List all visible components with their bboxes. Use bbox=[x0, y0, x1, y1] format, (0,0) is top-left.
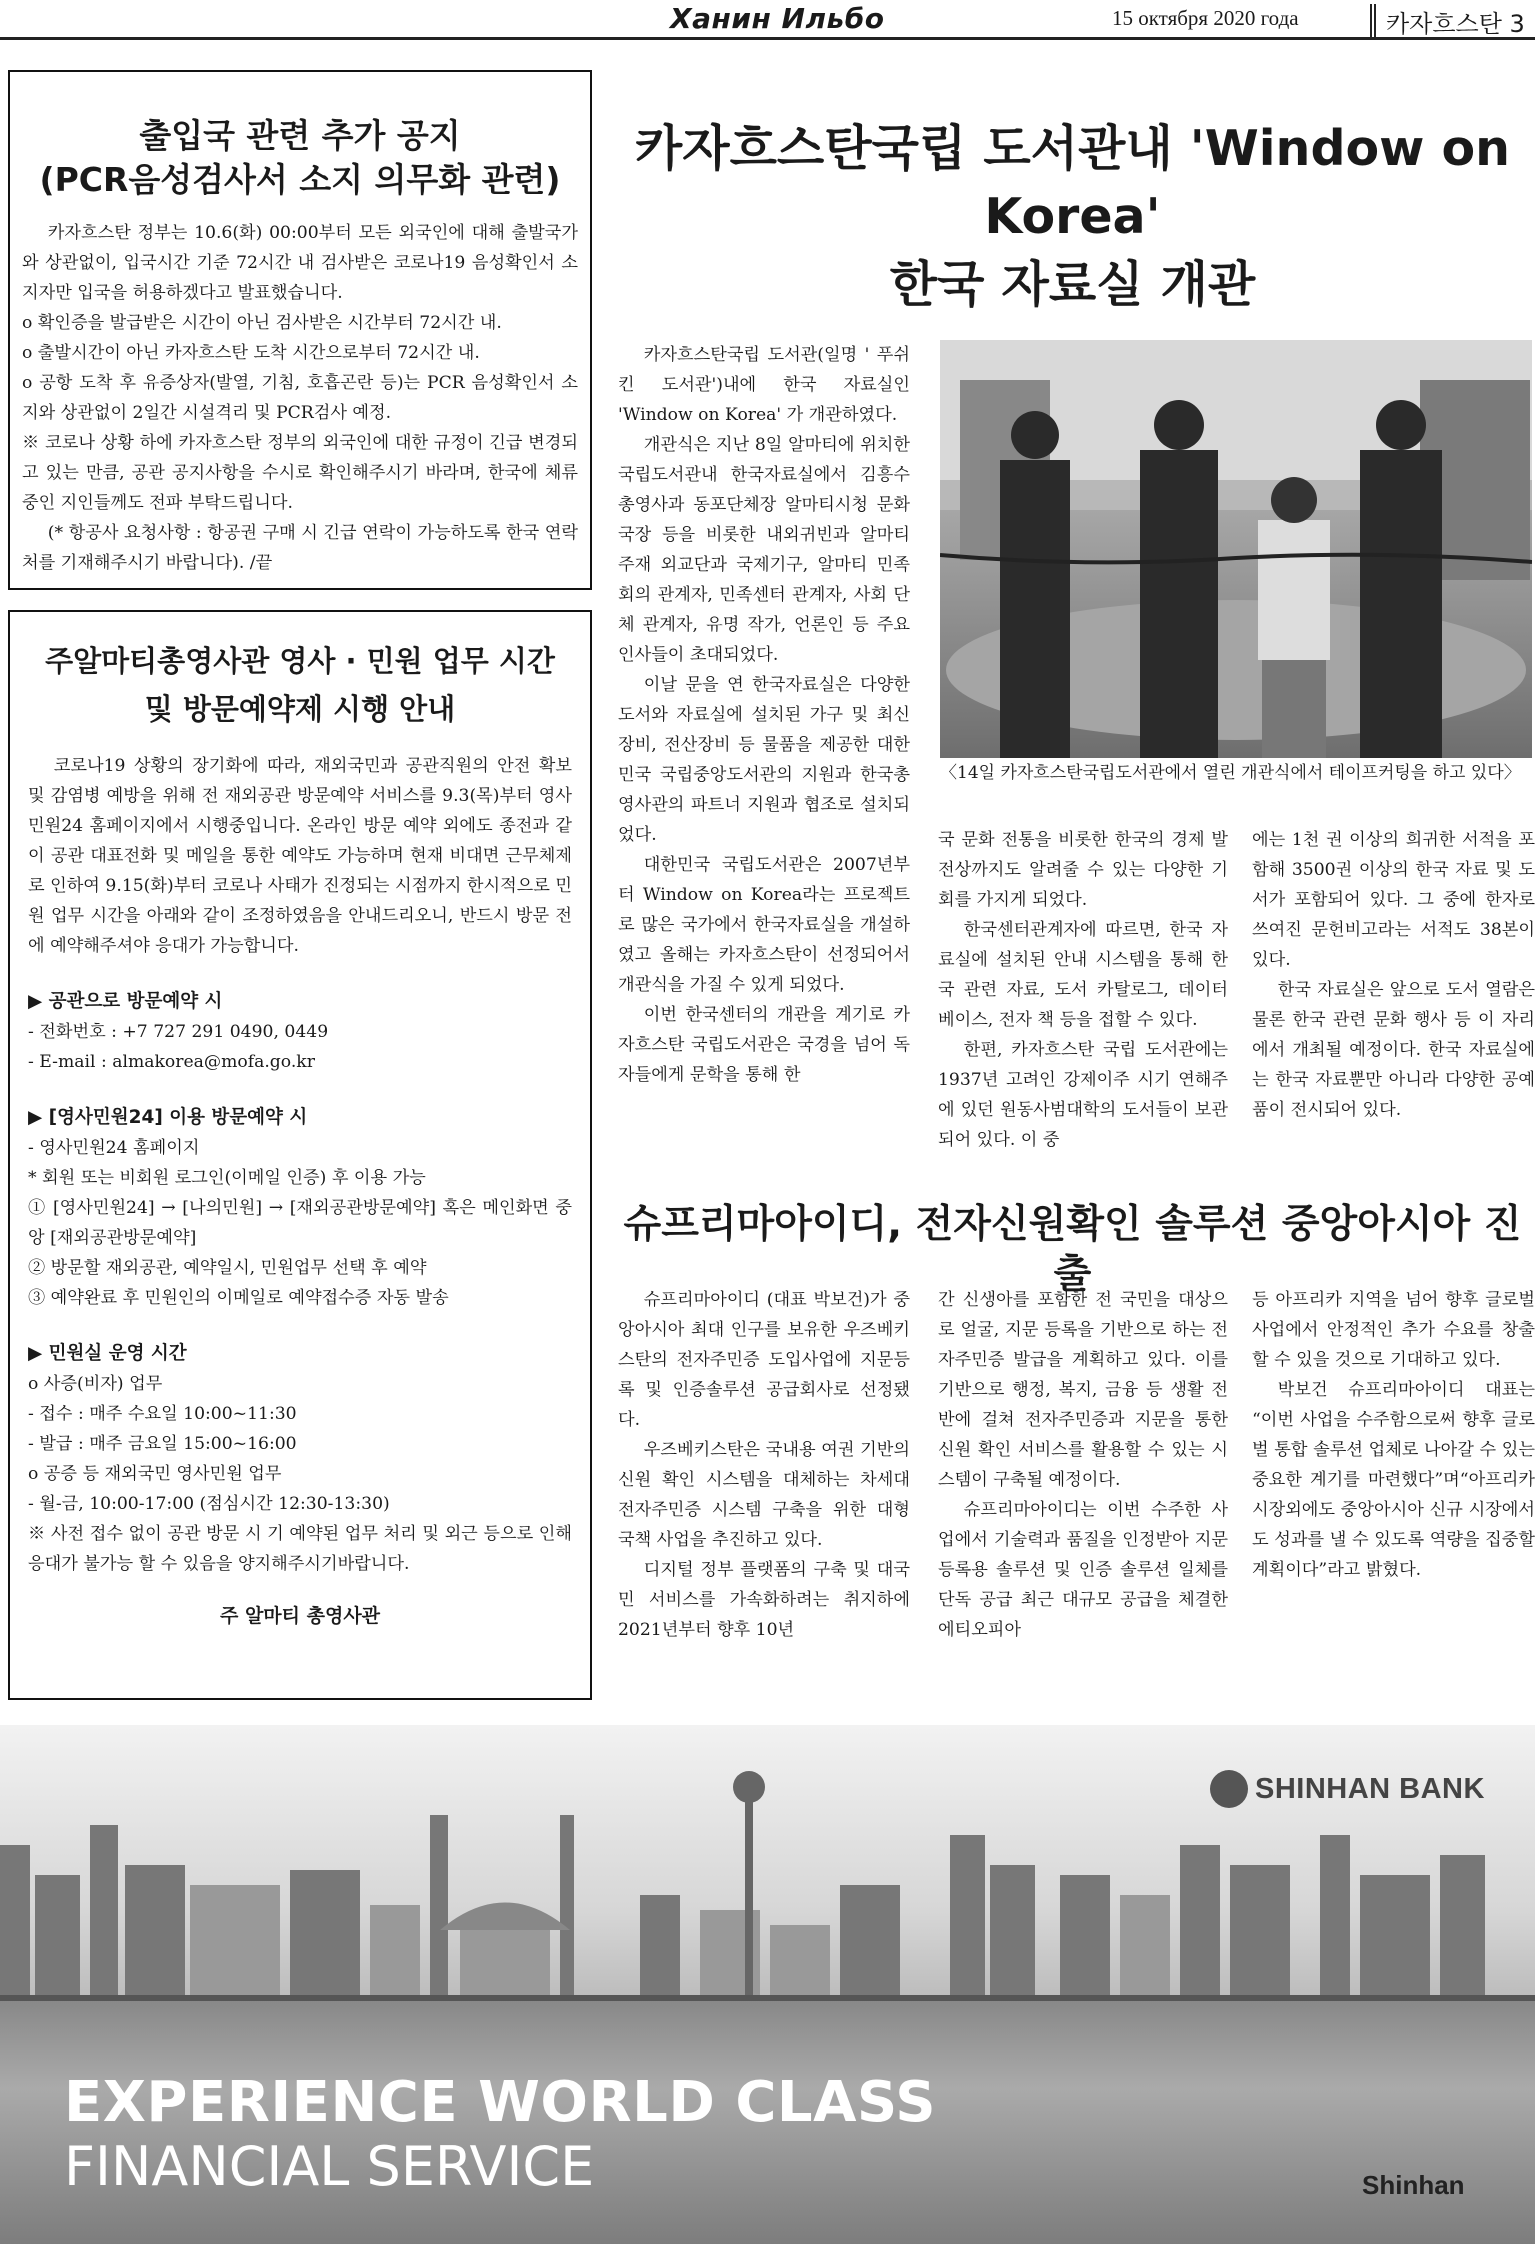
notice-paragraph: o 공항 도착 후 유증상자(발열, 기침, 호흡곤란 등)는 PCR 음성확인서 소지와 상관없이 2일간 시설격리 및 PCR검사 예정. bbox=[22, 373, 578, 423]
consulate-notice-body bbox=[28, 751, 572, 1579]
suprema-article-column-1: 슈프리마아이디 (대표 박보건)가 중앙아시아 최대 인구를 보유한 우즈베키스탄의 전자주민증 도입사업에 지문등록 및 인증솔루션 공급회사로 선정됐다. 우즈베키스탄은 국내용 여권 기반의 신원 확인 시스템을 대체하는 차세대 전자주민증 시스템 구축을 위한 대형 국책 사업을 추진하고 있다. 디지털 정부 플랫폼의 구축 및 대국민 서비스를 가속화하려는 취지하에 2021년부터 향후 10년 bbox=[618, 1290, 910, 1640]
ad-brand-wordmark: Shinhan bbox=[1362, 2170, 1465, 2200]
consulate-hours-notice-box bbox=[8, 610, 592, 1700]
notice-paragraph: (* 항공사 요청사항 : 항공권 구매 시 긴급 연락이 가능하도록 한국 연락처를 기재해주시기 바랍니다). /끝 bbox=[22, 523, 578, 573]
immigration-notice-box bbox=[8, 70, 592, 590]
library-article-column-3: 에는 1천 권 이상의 희귀한 서적을 포함해 3500권 이상의 한국 자료 및 도서가 포함되어 있다. 그 중에 한자로 쓰여진 문헌비고라는 서적도 38본이 있다. 한국 자료실은 앞으로 도서 열람은 물론 한국 관련 문화 행사 등 이 자리에서 개최될 예정이다. 한국 자료실에는 한국 자료뿐만 아니라 다양한 공예품이 전시되어 있다. bbox=[1252, 830, 1535, 1120]
notice-paragraph: ※ 코로나 상황 하에 카자흐스탄 정부의 외국인에 대한 규정이 긴급 변경되고 있는 만큼, 공관 공지사항을 수시로 확인해주시기 바라며, 한국에 체류 중인 지인들께도 전파 부탁드립니다. bbox=[22, 433, 578, 513]
ribbon-cutting-illustration bbox=[940, 340, 1532, 758]
suprema-article-column-3: 등 아프리카 지역을 넘어 향후 글로벌 사업에서 안정적인 추가 수요를 창출할 수 있을 것으로 기대하고 있다. 박보건 슈프리마아이디 대표는 “이번 사업을 수주함으로써 향후 글로벌 통합 솔루션 업체로 나아갈 수 있는 중요한 계기를 마련했다”며“아프리카 시장외에도 중앙아시아 신규 시장에서도 성과를 낼 수 있도록 역량을 집중할 계획이다”라고 밝혔다. bbox=[1252, 1290, 1535, 1580]
ad-slogan-line2: FINANCIAL SERVICE bbox=[64, 2135, 595, 2198]
section-visit-reservation: ▶ 공관으로 방문예약 시 bbox=[28, 991, 223, 1012]
ad-slogan-line1: EXPERIENCE WORLD CLASS bbox=[64, 2070, 937, 2135]
list-item: * 회원 또는 비회원 로그인(이메일 인증) 후 이용 가능 bbox=[28, 1168, 426, 1188]
section-office-hours: ▶ 민원실 운영 시간 bbox=[28, 1343, 187, 1364]
list-item: ※ 사전 접수 없이 공관 방문 시 기 예약된 업무 처리 및 외근 등으로 인해 응대가 불가능 할 수 있음을 양지해주시기바랍니다. bbox=[28, 1524, 572, 1574]
notice-paragraph: o 출발시간이 아닌 카자흐스탄 도착 시간으로부터 72시간 내. bbox=[22, 343, 480, 363]
shinhan-logo-icon bbox=[1210, 1770, 1248, 1808]
newspaper-name: Ханин Ильбо bbox=[670, 2, 885, 35]
list-item: - 영사민원24 홈페이지 bbox=[28, 1138, 200, 1158]
immigration-notice-body bbox=[22, 218, 578, 578]
phone-line: - 전화번호 : +7 727 291 0490, 0449 bbox=[28, 1022, 329, 1042]
list-item: ① [영사민원24] → [나의민원] → [재외공관방문예약] 혹은 메인화면 중앙 [재외공관방문예약] bbox=[28, 1198, 572, 1248]
library-article-column-2: 국 문화 전통을 비롯한 한국의 경제 발전상까지도 알려줄 수 있는 다양한 기회를 가지게 되었다. 한국센터관계자에 따르면, 한국 자료실에 설치된 안내 시스템을 통해 한국 관련 자료, 도서 카탈로그, 데이터 베이스, 전자 책 등을 접할 수 있다. 한편, 카자흐스탄 국립 도서관에는 1937년 고려인 강제이주 시기 연해주에 있던 원동사범대학의 도서들이 보관되어 있다. 이 중 bbox=[938, 830, 1228, 1150]
email-line: - E-mail : almakorea@mofa.go.kr bbox=[28, 1052, 315, 1072]
page-label: 카자흐스탄 3 bbox=[1370, 4, 1525, 38]
suprema-article-headline: 슈프리마아이디, 전자신원확인 솔루션 중앙아시아 진출 bbox=[623, 1202, 1522, 1297]
section-online-reservation: ▶ [영사민원24] 이용 방문예약 시 bbox=[28, 1107, 308, 1128]
library-article-headline: 카자흐스탄국립 도서관내 'Window on Korea' 한국 자료실 개관 bbox=[634, 120, 1511, 313]
immigration-notice-title: 출입국 관련 추가 공지 (PCR음성검사서 소지 의무화 관련) bbox=[39, 116, 561, 199]
consulate-notice-title: 주알마티총영사관 영사 · 민원 업무 시간 및 방문예약제 시행 안내 bbox=[45, 644, 555, 726]
consulate-notice-intro: 코로나19 상황의 장기화에 따라, 재외국민과 공관직원의 안전 확보 및 감염병 예방을 위해 전 재외공관 방문예약 서비스를 9.3(목)부터 영사민원24 홈페이지에서 시행중입니다. 온라인 방문 예약 외에도 종전과 같이 공관 대표전화 및 메일을 통한 예약도 가능하며 현재 비대면 근무체제로 인하여 9.15(화)부터 코로나 사태가 진정되는 시점까지 한시적으로 민원 업무 시간을 아래와 같이 조정하였음을 안내드리오니, 반드시 방문 전에 예약해주셔야 응대가 가능합니다. bbox=[28, 756, 572, 956]
page-header bbox=[0, 0, 1535, 40]
list-item: - 월-금, 10:00-17:00 (점심시간 12:30-13:30) bbox=[28, 1494, 390, 1514]
list-item: - 발급 : 매주 금요일 15:00~16:00 bbox=[28, 1434, 297, 1454]
photo-caption: 〈14일 카자흐스탄국립도서관에서 열린 개관식에서 테이프커팅을 하고 있다〉 bbox=[940, 763, 1521, 783]
shinhan-bank-advertisement bbox=[0, 1725, 1535, 2244]
ribbon-cutting-photo bbox=[940, 340, 1532, 758]
library-article-column-1: 카자흐스탄국립 도서관(일명 ' 푸쉬킨 도서관')내에 한국 자료실인 'Window on Korea' 가 개관하였다. 개관식은 지난 8일 알마티에 위치한 국립도서관내 한국자료실에서 김흥수 총영사과 동포단체장 알마티시청 문화국장 등을 비롯한 내외귀빈과 알마티 주재 외교단과 국제기구, 알마티 민족회의 관계자, 민족센터 관계자, 사회 단체 관계자, 유명 작가, 언론인 등 주요 인사들이 초대되었다. 이날 문을 연 한국자료실은 다양한 도서와 자료실에 설치된 가구 및 최신 장비, 전산장비 등 물품을 제공한 대한민국 국립중앙도서관의 지원과 한국총영사관의 파트너 지원과 협조로 설치되었다. 대한민국 국립도서관은 2007년부터 Window on Korea라는 프로젝트로 많은 국가에서 한국자료실을 개설하였고 올해는 카자흐스탄이 선정되어서 개관식을 가질 수 있게 되었다. 이번 한국센터의 개관을 계기로 카자흐스탄 국립도서관은 국경을 넘어 독자들에게 문학을 통해 한 bbox=[618, 345, 910, 1085]
bank-name: SHINHAN BANK bbox=[1255, 1773, 1485, 1805]
list-item: ③ 예약완료 후 민원인의 이메일로 예약접수증 자동 발송 bbox=[28, 1288, 449, 1308]
list-item: ② 방문할 재외공관, 예약일시, 민원업무 선택 후 예약 bbox=[28, 1258, 427, 1278]
notice-paragraph: 카자흐스탄 정부는 10.6(화) 00:00부터 모든 외국인에 대해 출발국가와 상관없이, 입국시간 기준 72시간 내 검사받은 코로나19 음성확인서 소지자만 입국을 허용하겠다고 발표했습니다. bbox=[22, 223, 578, 303]
list-item: o 사증(비자) 업무 bbox=[28, 1374, 163, 1394]
issue-date: 15 октября 2020 года bbox=[1112, 6, 1299, 30]
notice-paragraph: o 확인증을 발급받은 시간이 아닌 검사받은 시간부터 72시간 내. bbox=[22, 313, 502, 333]
list-item: o 공증 등 재외국민 영사민원 업무 bbox=[28, 1464, 282, 1484]
consulate-signature: 주 알마티 총영사관 bbox=[219, 1605, 381, 1627]
suprema-article-column-2: 간 신생아를 포함한 전 국민을 대상으로 얼굴, 지문 등록을 기반으로 하는 전자주민증 발급을 계획하고 있다. 이를 기반으로 행정, 복지, 금융 등 생활 전반에 걸쳐 전자주민증과 지문을 통한 신원 확인 서비스를 활용할 수 있는 시스템이 구축될 예정이다. 슈프리마아이디는 이번 수주한 사업에서 기술력과 품질을 인정받아 지문등록용 솔루션 및 인증 솔루션 일체를 단독 공급 최근 대규모 공급을 체결한 에티오피아 bbox=[938, 1290, 1228, 1640]
list-item: - 접수 : 매주 수요일 10:00~11:30 bbox=[28, 1404, 297, 1424]
